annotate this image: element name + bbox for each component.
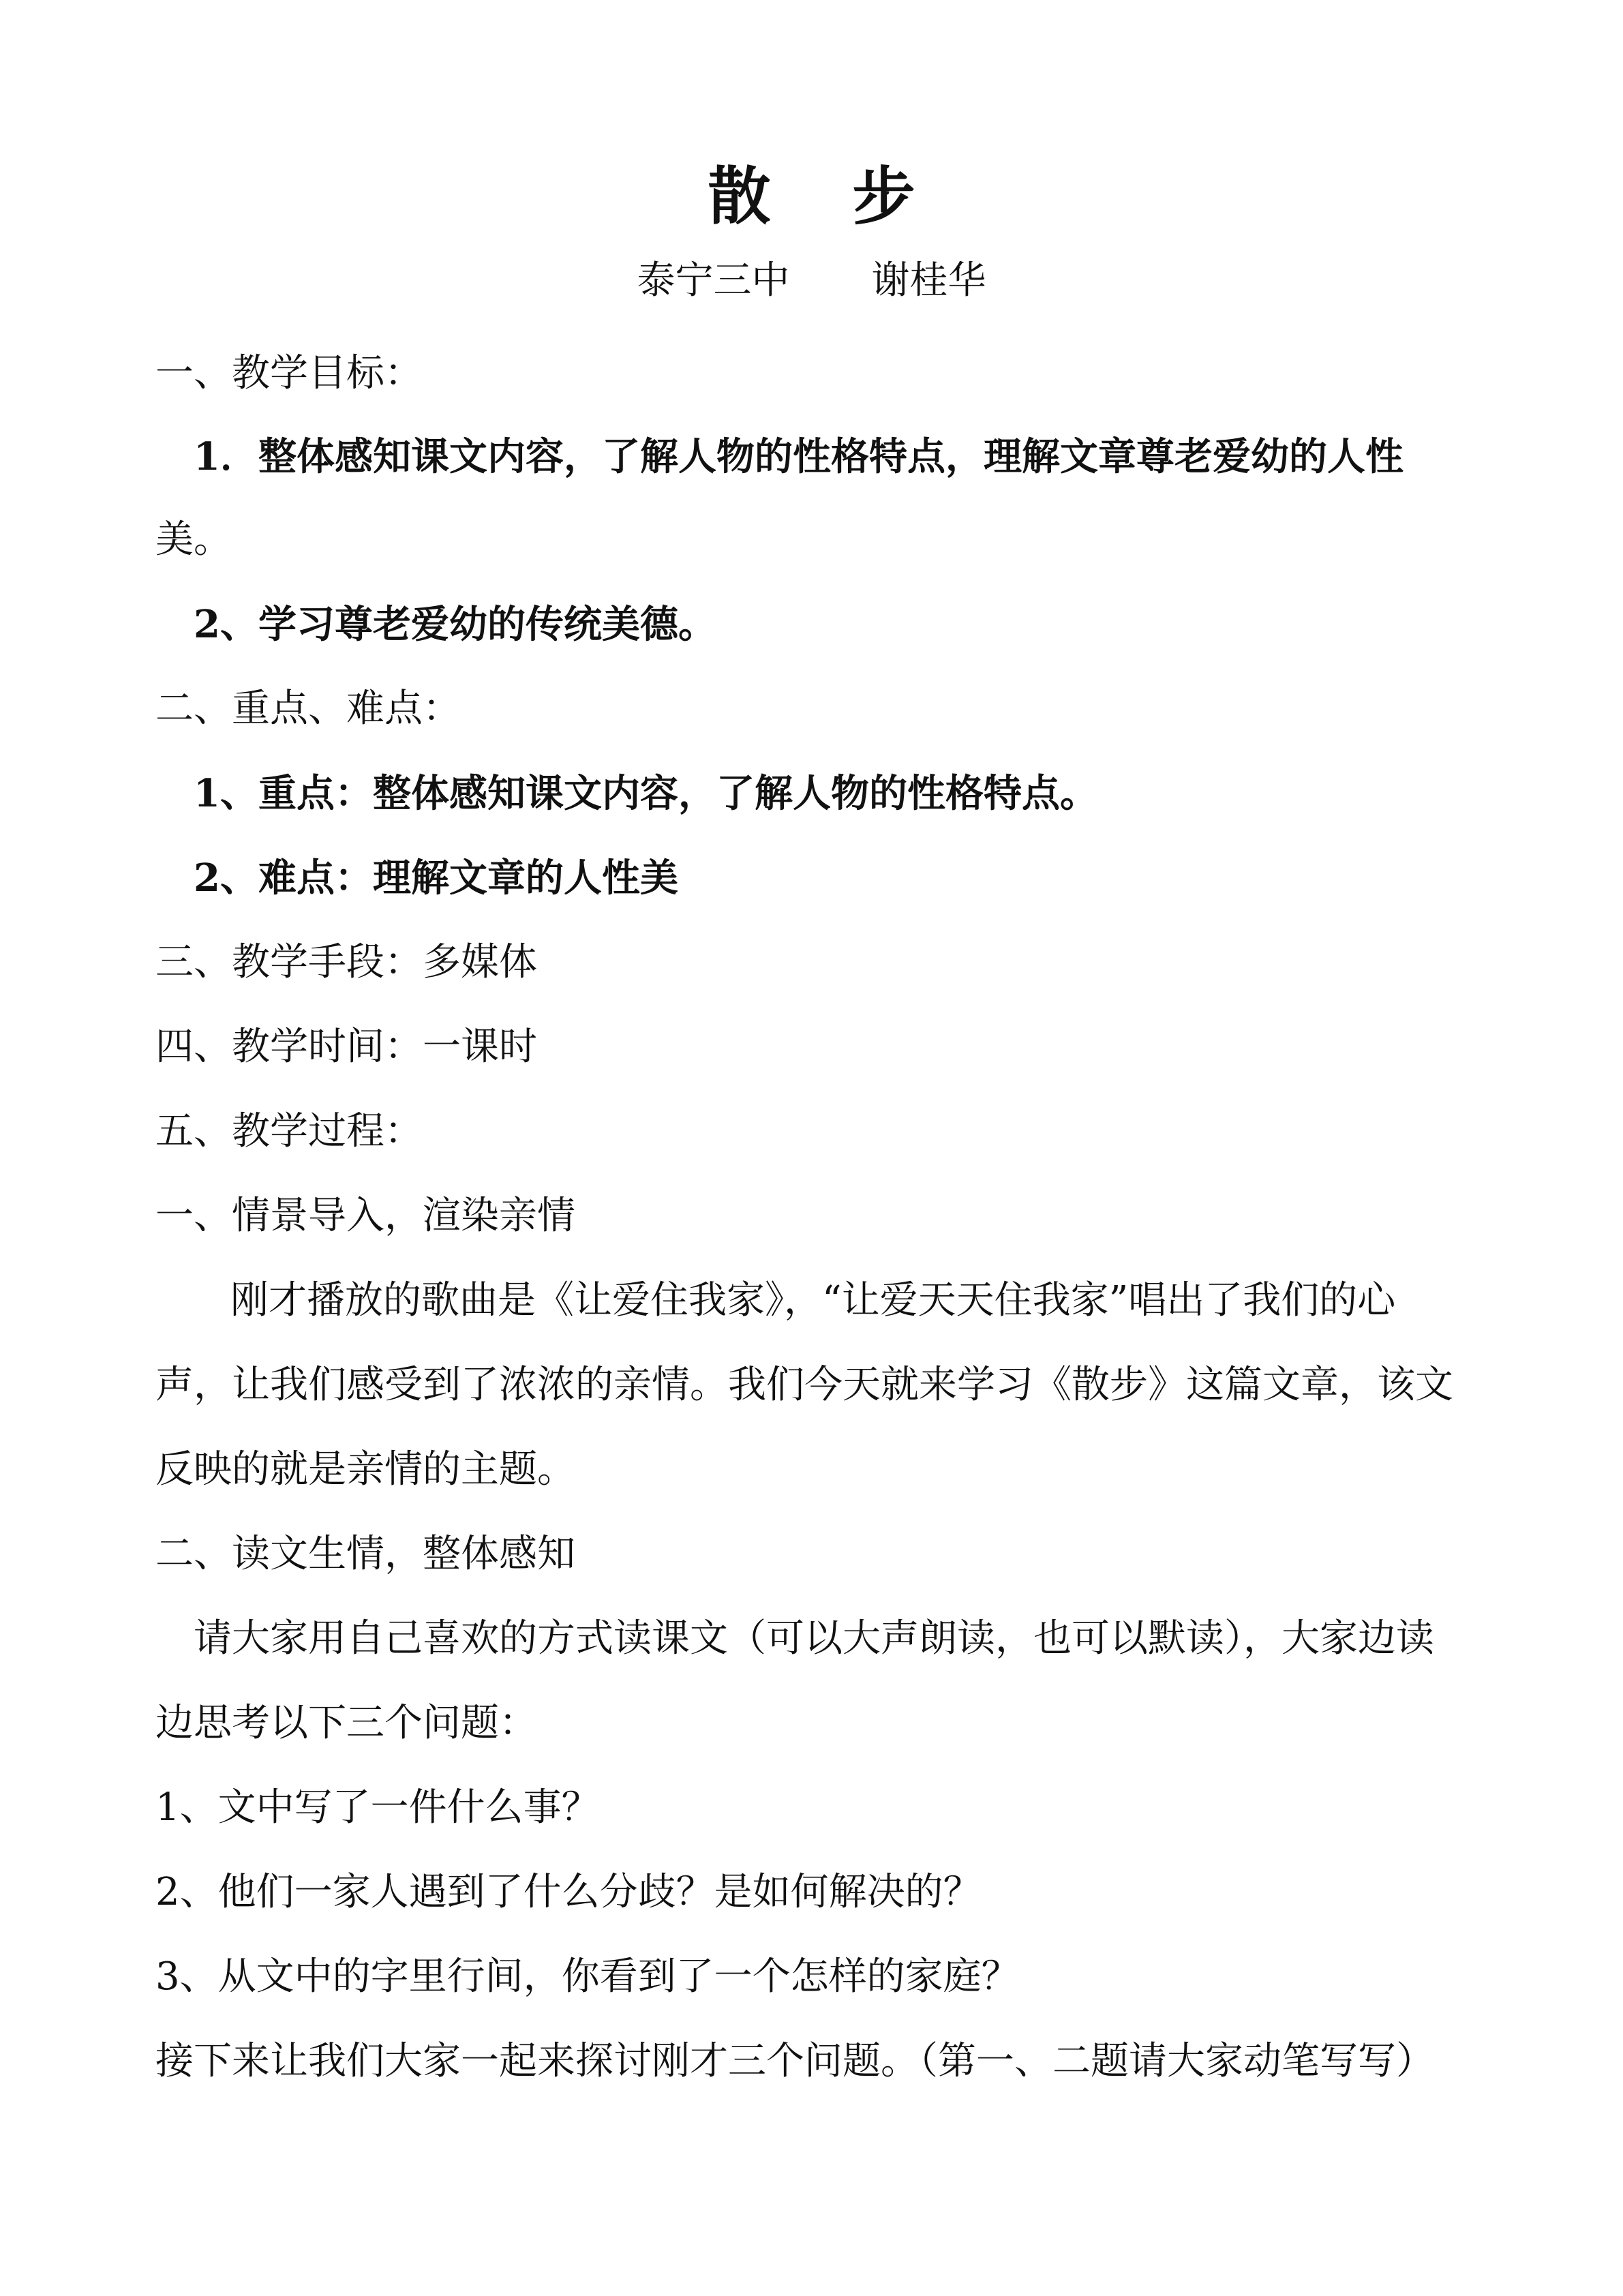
paragraph-2-line-2: 边思考以下三个问题：	[155, 1701, 537, 1745]
key-point-2: 2、难点：理解文章的人性美	[194, 856, 678, 901]
closing-instruction: 接下来让我们大家一起来探讨刚才三个问题。（第一、二题请大家动笔写写）	[155, 2039, 1434, 2083]
paragraph-2-line-1: 请大家用自己喜欢的方式读课文（可以大声朗读，也可以默读），大家边读	[194, 1616, 1434, 1661]
question-1: 1、文中写了一件什么事？	[155, 1785, 600, 1830]
key-point-1: 1、重点：整体感知课文内容，了解人物的性格特点。	[194, 771, 1098, 816]
objective-1-continued: 美。	[155, 517, 232, 562]
author-school: 泰宁三中	[637, 258, 790, 303]
section-heading-process: 五、教学过程：	[155, 1109, 423, 1153]
paragraph-1-line-1: 刚才播放的歌曲是《让爱住我家》，“让爱天天住我家”唱出了我们的心	[230, 1278, 1396, 1323]
page-title: 散步	[708, 160, 997, 233]
section-heading-means: 三、教学手段：多媒体	[155, 940, 537, 984]
section-heading-objectives: 一、教学目标：	[155, 351, 423, 395]
objective-2: 2、学习尊老爱幼的传统美德。	[194, 602, 716, 647]
author-name: 谢桂华	[871, 258, 986, 303]
author-line	[0, 254, 1623, 308]
section-heading-time: 四、教学时间：一课时	[155, 1025, 537, 1069]
objective-1: 1．整体感知课文内容，了解人物的性格特点，理解文章尊老爱幼的人性	[194, 434, 1404, 479]
step-1-heading: 一、情景导入，渲染亲情	[155, 1194, 575, 1238]
paragraph-1-line-2: 声，让我们感受到了浓浓的亲情。我们今天就来学习《散步》这篇文章，该文	[155, 1363, 1453, 1407]
question-3: 3、从文中的字里行间，你看到了一个怎样的家庭？	[155, 1954, 1020, 1999]
section-heading-key-points: 二、重点、难点：	[155, 686, 461, 731]
paragraph-1-line-3: 反映的就是亲情的主题。	[155, 1447, 575, 1492]
question-2: 2、他们一家人遇到了什么分歧？是如何解决的？	[155, 1870, 982, 1914]
step-2-heading: 二、读文生情，整体感知	[155, 1532, 575, 1576]
